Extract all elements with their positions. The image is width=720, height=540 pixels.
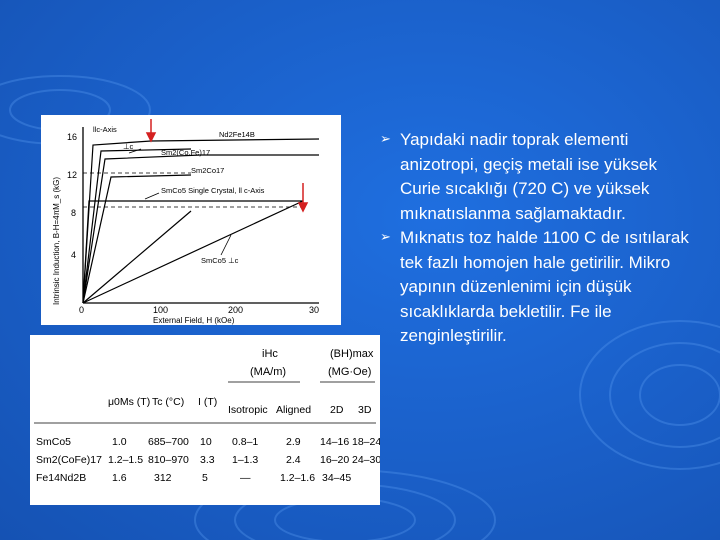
arrow-bullet-icon: ➢ [380, 132, 391, 147]
table-column-header: 3D [358, 404, 372, 416]
y-tick: 16 [67, 132, 78, 142]
table-cell: 14–16 [320, 436, 350, 448]
table-cell: 1.0 [112, 436, 127, 448]
table-cell: 810–970 [148, 454, 189, 466]
table-unit: (MG·Oe) [328, 366, 372, 378]
annotation-label: ⊥c [123, 142, 134, 151]
y-tick: 12 [67, 170, 78, 180]
table-column-header: Aligned [276, 404, 312, 416]
table-cell: 312 [154, 472, 172, 484]
bullet-list [380, 128, 700, 349]
bullet-text: Mıknatıs toz halde 1100 C de ısıtılarak tek fazlı homojen hale getirilir. Mikro yapının düzenlenimi için düşük sıcaklıklarda bekletilir. Fe ile zenginleştirilir. [400, 228, 689, 345]
table-cell: 34–45 [322, 472, 352, 484]
table-cell: 16–20 [320, 454, 350, 466]
table-cell: 685–700 [148, 436, 189, 448]
table-cell: 24–30 [352, 454, 380, 466]
table-cell: 2.4 [286, 454, 301, 466]
table-cell: 0.8–1 [232, 436, 259, 448]
annotation-label: Nd2Fe14B [219, 130, 255, 139]
table-column-header: Tc (°C) [152, 396, 185, 408]
table-column-header: Isotropic [228, 404, 268, 416]
y-axis-label: Intrinsic Induction, B-H=4πM_s (kG) [52, 176, 61, 305]
annotation-label: llc-Axis [93, 125, 117, 134]
table-cell: — [240, 472, 251, 484]
x-tick: 100 [153, 305, 169, 315]
table-cell: 18–24 [352, 436, 380, 448]
annotation-label: Sm2Co17 [191, 166, 225, 175]
table-cell: 10 [200, 436, 212, 448]
table-cell: 1.2–1.6 [280, 472, 316, 484]
annotation-label: Sm2(Co,Fe)17 [161, 148, 211, 157]
bullet-item [380, 226, 700, 349]
induction-curve-figure [41, 115, 341, 325]
y-tick: 4 [71, 250, 77, 260]
table-cell: Fe14Nd2B [36, 472, 87, 484]
x-tick: 0 [79, 305, 85, 315]
y-tick: 8 [71, 208, 77, 218]
table-column-header: 2D [330, 404, 344, 416]
table-cell: Sm2(CoFe)17 [36, 454, 102, 466]
table-cell: 5 [202, 472, 208, 484]
magnet-properties-table [30, 335, 380, 505]
table-header-bhmax: (BH)max [330, 348, 374, 360]
annotation-label: SmCo5 Single Crystal, ll c-Axis [161, 186, 265, 195]
annotation-label: SmCo5 ⊥c [201, 256, 239, 265]
bullet-text: Yapıdaki nadir toprak elementi anizotropi, geçiş metali ise yüksek Curie sıcaklığı (720 C) ve yüksek mıknatıslanma sağlamaktadır. [400, 130, 658, 223]
table-cell: 2.9 [286, 436, 301, 448]
x-tick: 30 [309, 305, 320, 315]
arrow-bullet-icon: ➢ [380, 230, 391, 245]
table-cell: 1.6 [112, 472, 127, 484]
x-axis-label: External Field, H (kOe) [153, 316, 235, 325]
table-cell: 1.2–1.5 [108, 454, 144, 466]
table-cell: SmCo5 [36, 436, 72, 448]
bullet-item [380, 128, 700, 226]
x-tick: 200 [228, 305, 244, 315]
table-column-header: I (T) [198, 396, 218, 408]
table-cell: 1–1.3 [232, 454, 259, 466]
table-cell: 3.3 [200, 454, 215, 466]
table-column-header: μ0Ms (T) [108, 396, 151, 408]
table-header-ihc: iHc [262, 348, 278, 360]
table-unit: (MA/m) [250, 366, 287, 378]
